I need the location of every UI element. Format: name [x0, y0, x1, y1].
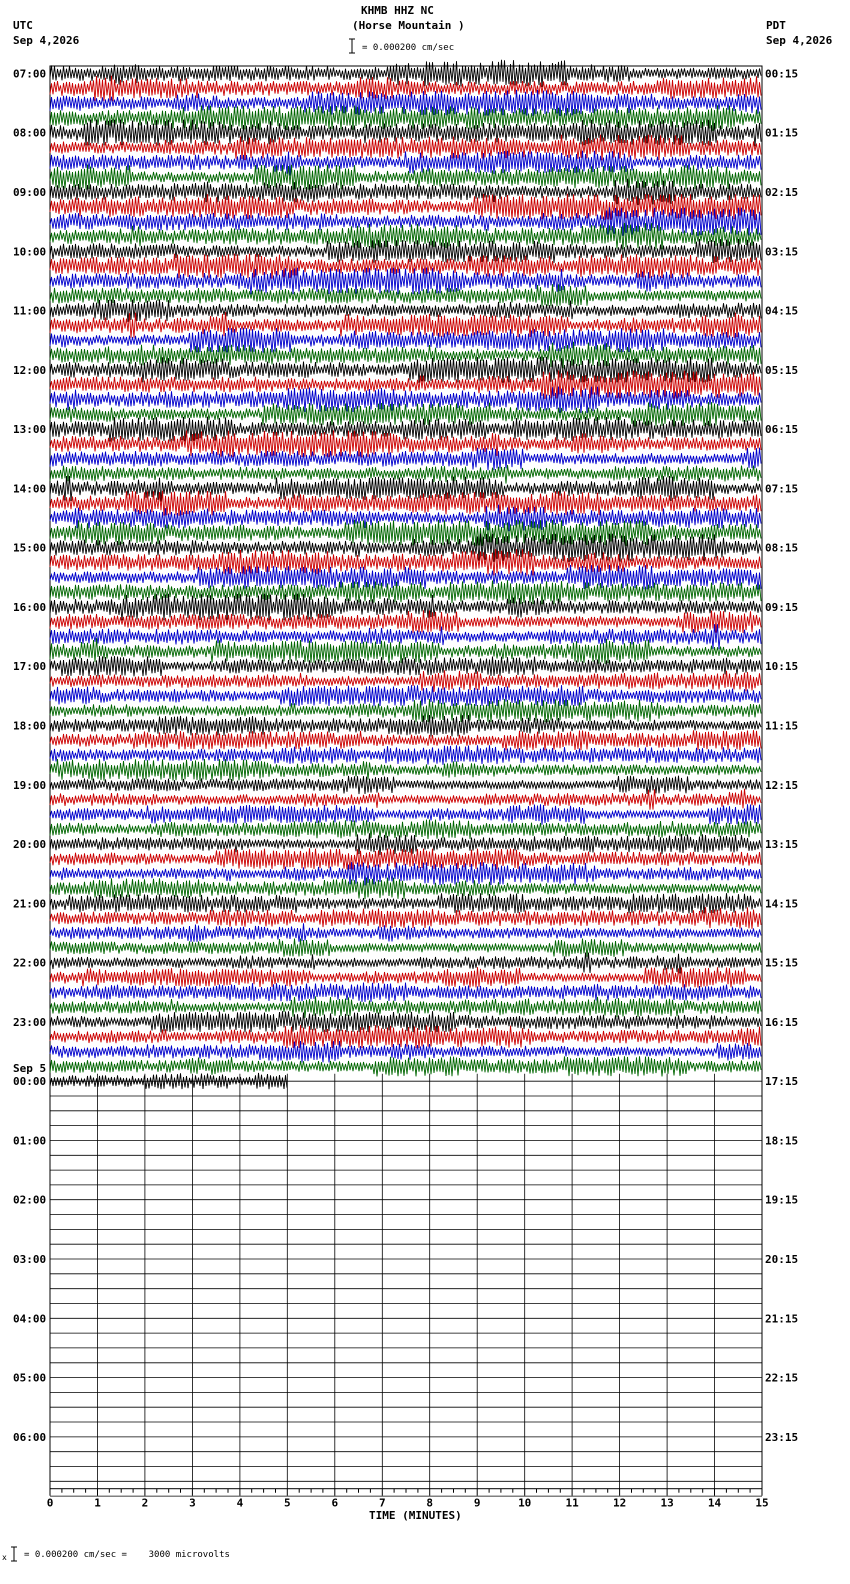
right-hour-label: 07:15 [765, 482, 799, 496]
left-hour-label: 05:00 [13, 1371, 47, 1385]
right-hour-label: 22:15 [765, 1371, 799, 1385]
x-tick-label: 13 [660, 1496, 674, 1510]
left-hour-label: 03:00 [13, 1253, 47, 1266]
seismic-trace [50, 759, 761, 781]
right-hour-label: 18:15 [765, 1134, 799, 1148]
station-title: KHMB HHZ NC [361, 4, 434, 17]
right-hour-label: 20:15 [765, 1253, 799, 1266]
right-hour-label: 06:15 [765, 423, 799, 437]
x-tick-label: 1 [94, 1496, 101, 1510]
seismic-trace [50, 804, 761, 824]
x-axis-title: TIME (MINUTES) [369, 1509, 462, 1522]
seismic-trace [50, 907, 761, 929]
left-hour-label: 17:00 [13, 660, 47, 674]
right-hour-label: 10:15 [765, 660, 799, 674]
seismic-trace [50, 299, 761, 321]
left-hour-label: 14:00 [13, 482, 47, 496]
scale-bar-icon [349, 39, 355, 53]
left-hour-label: 10:00 [13, 245, 47, 259]
left-hour-label: 13:00 [13, 423, 47, 437]
x-tick-label: 11 [565, 1496, 579, 1510]
left-hour-label: 18:00 [13, 719, 47, 733]
left-hour-label: 22:00 [13, 956, 47, 970]
seismic-trace [50, 893, 761, 913]
right-hour-label: 05:15 [765, 363, 799, 377]
x-tick-label: 0 [46, 1496, 54, 1510]
seismic-trace [50, 715, 761, 737]
left-hour-label: 19:00 [13, 778, 47, 792]
x-tick-label: 12 [612, 1496, 627, 1510]
x-tick-label: 10 [518, 1496, 532, 1510]
left-hour-label: 12:00 [13, 363, 47, 377]
right-hour-label: 16:15 [765, 1015, 799, 1029]
right-hour-label: 11:15 [765, 719, 799, 733]
seismic-trace [50, 465, 761, 484]
right-hour-label: 09:15 [765, 600, 799, 614]
footer-scale-bar-icon [2, 1547, 17, 1562]
date-change-label: Sep 5 [13, 1062, 47, 1076]
left-timezone: UTC [13, 19, 33, 32]
right-hour-label: 02:15 [765, 186, 799, 199]
left-hour-label: 07:00 [13, 67, 47, 81]
seismic-trace [50, 670, 761, 692]
right-date: Sep 4,2026 [766, 34, 833, 47]
seismic-trace [50, 789, 761, 810]
seismic-trace [50, 745, 761, 765]
x-tick-label: 7 [378, 1496, 386, 1510]
seismic-trace [50, 939, 761, 957]
scale-label: = 0.000200 cm/sec [362, 43, 455, 53]
footer-scale-note: = 0.000200 cm/sec = 3000 microvolts [24, 1550, 230, 1560]
seismic-trace [50, 1056, 761, 1076]
right-hour-label: 08:15 [765, 541, 799, 555]
x-tick-label: 2 [141, 1496, 149, 1510]
right-hour-label: 23:15 [765, 1430, 799, 1444]
left-hour-label: 23:00 [13, 1015, 47, 1029]
right-hour-label: 01:15 [765, 126, 799, 140]
x-tick-label: 6 [331, 1496, 339, 1510]
right-hour-label: 21:15 [765, 1312, 799, 1326]
seismic-trace [50, 923, 761, 942]
x-tick-label: 15 [755, 1496, 769, 1510]
right-hour-label: 15:15 [765, 956, 799, 970]
right-hour-label: 13:15 [765, 838, 799, 851]
right-hour-label: 00:15 [765, 67, 799, 81]
seismic-trace [50, 862, 761, 885]
station-location: (Horse Mountain ) [352, 19, 465, 32]
x-tick-label: 3 [189, 1496, 196, 1510]
seismic-trace [50, 312, 761, 338]
x-tick-label: 9 [473, 1496, 481, 1510]
seismic-trace [50, 1011, 761, 1032]
left-hour-label: 06:00 [13, 1430, 47, 1444]
right-timezone: PDT [766, 19, 786, 32]
left-hour-label: 00:00 [13, 1075, 47, 1089]
seismic-trace [50, 685, 761, 706]
seismic-trace [50, 624, 761, 649]
right-hour-label: 12:15 [765, 778, 799, 792]
x-tick-label: 14 [707, 1496, 722, 1510]
seismic-trace [50, 699, 761, 722]
right-hour-label: 03:15 [765, 245, 799, 259]
seismic-trace [50, 448, 761, 471]
right-hour-label: 19:15 [765, 1193, 799, 1207]
x-tick-label: 4 [236, 1496, 244, 1510]
seismic-trace [50, 268, 761, 295]
right-hour-label: 14:15 [765, 897, 799, 911]
right-hour-label: 04:15 [765, 304, 799, 318]
left-hour-label: 01:00 [13, 1134, 47, 1148]
svg-text:x: x [2, 1553, 7, 1562]
left-hour-label: 04:00 [13, 1312, 47, 1326]
left-hour-label: 08:00 [13, 126, 47, 140]
seismic-trace [50, 983, 761, 1002]
left-hour-label: 21:00 [13, 897, 47, 911]
seismic-trace [50, 730, 761, 750]
left-hour-label: 15:00 [13, 541, 47, 555]
left-date: Sep 4,2026 [13, 34, 80, 47]
x-tick-label: 5 [283, 1496, 291, 1510]
left-hour-label: 09:00 [13, 186, 47, 199]
left-hour-label: 02:00 [13, 1193, 47, 1207]
x-tick-label: 8 [426, 1496, 434, 1510]
left-hour-label: 11:00 [13, 304, 47, 318]
left-hour-label: 16:00 [13, 600, 47, 614]
right-hour-label: 17:15 [765, 1075, 799, 1089]
left-hour-label: 20:00 [13, 838, 47, 851]
